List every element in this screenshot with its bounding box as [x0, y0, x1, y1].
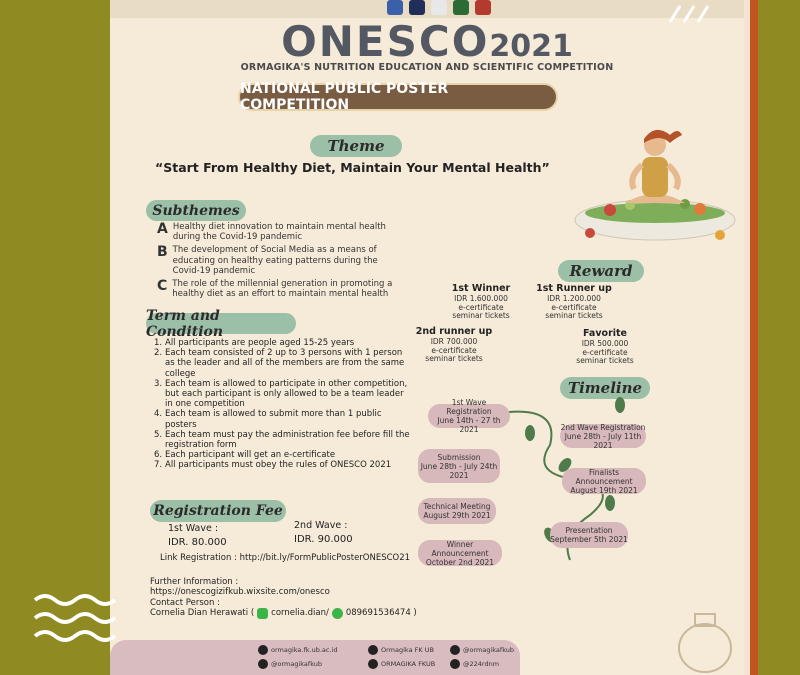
decorative-slashes-icon	[660, 4, 720, 24]
reward-line-1: e-certificate	[458, 302, 504, 312]
footer-instagram-2[interactable]	[450, 659, 499, 669]
timeline-item	[418, 540, 502, 566]
timeline-item-name: Presentation	[565, 526, 613, 535]
logo-5-icon	[475, 0, 491, 15]
term-text: Each team must pay the administration fee before fill the registration form	[165, 429, 410, 450]
timeline-item-name: Submission	[437, 452, 481, 462]
reward-line-1: e-certificate	[582, 347, 628, 357]
timeline-item-date: September 5th 2021	[550, 535, 628, 544]
subthemes-label: Subthemes	[146, 200, 246, 221]
footer-social-bar	[110, 640, 520, 675]
reward-title: Favorite	[583, 328, 627, 339]
term-text: Each team is allowed to submit more than 1 public posters	[165, 409, 382, 430]
instagram-icon	[450, 659, 460, 669]
sponsor-logos	[364, 0, 514, 17]
globe-icon	[258, 645, 268, 655]
title-year: 2021	[489, 29, 573, 64]
contact-name: Cornelia Dian Herawati (	[150, 608, 255, 619]
footer-twitter[interactable]	[258, 659, 322, 669]
side-strip-orange	[750, 0, 758, 675]
poster-subtitle: ORMAGIKA'S NUTRITION EDUCATION AND SCIENTIFIC COMPETITION	[240, 62, 614, 73]
contact-title: Contact Person :	[150, 597, 220, 608]
subtheme-text: The role of the millennial generation in promoting a healthy diet as an effort to maintain mental health	[172, 278, 393, 300]
timeline-label: Timeline	[560, 377, 650, 399]
reward-line-2: seminar tickets	[425, 354, 483, 364]
footer-facebook-text: Ormagika FK UB	[381, 646, 434, 654]
term-num: 3.	[154, 378, 163, 389]
theme-label: Theme	[310, 135, 402, 157]
timeline-item	[428, 398, 510, 434]
fee-wave-2-amount: IDR. 90.000	[294, 534, 353, 545]
term-item	[154, 450, 412, 460]
timeline-item	[418, 498, 496, 524]
reward-line-2: seminar tickets	[576, 356, 634, 366]
subtheme-item	[157, 222, 397, 242]
timeline-item-name: Winner Announcement	[431, 539, 489, 558]
subtheme-letter: B	[157, 244, 168, 261]
reward-line-1: e-certificate	[551, 302, 597, 312]
term-text: Each team is allowed to participate in other competition, but each participant is only allowed to be a team leader in one competition	[165, 378, 408, 410]
subtheme-letter: A	[157, 221, 168, 237]
reward-label: Reward	[558, 260, 644, 282]
logo-4-icon	[453, 0, 469, 15]
term-item	[154, 409, 412, 429]
footer-website[interactable]	[258, 645, 337, 655]
competition-banner: NATIONAL PUBLIC POSTER COMPETITION	[238, 83, 558, 111]
timeline-item-date: August 19th 2021	[570, 485, 638, 495]
term-num: 1.	[154, 338, 163, 348]
fee-wave-1	[168, 523, 227, 548]
reward-1st-winner	[435, 284, 527, 321]
contact-line	[150, 608, 417, 619]
subtheme-text: Healthy diet innovation to maintain mental health during the Covid-19 pandemic	[172, 222, 386, 243]
subtheme-item	[157, 279, 397, 299]
logo-1-icon	[387, 0, 403, 15]
fee-wave-1-amount: IDR. 80.000	[168, 537, 227, 548]
timeline-item-date: June 14th - 27 th 2021	[437, 416, 501, 434]
reward-amount: IDR 1.600.000	[454, 293, 508, 303]
footer-facebook-2-text: ORMAGIKA FKUB	[381, 660, 436, 668]
term-item	[154, 338, 412, 348]
reward-amount: IDR 500.000	[581, 338, 629, 348]
timeline-item-name: Technical Meeting	[423, 502, 491, 511]
poster	[110, 0, 744, 675]
title-main: ONESCO	[281, 17, 490, 66]
facebook-icon	[368, 645, 378, 655]
contact-phone: 089691536474 )	[345, 608, 417, 619]
timeline-item-name: Finalists Announcement	[575, 467, 633, 486]
reward-amount: IDR 1.200.000	[547, 293, 601, 303]
term-num: 2.	[154, 348, 163, 359]
logo-3-icon	[431, 0, 447, 15]
reward-amount: IDR 700.000	[430, 336, 478, 346]
theme-text: “Start From Healthy Diet, Maintain Your Mental Health”	[155, 160, 550, 175]
logo-2-icon	[409, 0, 425, 15]
reward-line-2: seminar tickets	[452, 311, 510, 321]
reward-title: 1st Winner	[451, 283, 511, 294]
term-text: All participants must obey the rules of ONESCO 2021	[165, 460, 392, 471]
subtheme-text: The development of Social Media as a means of educating on healthy eating patterns during the Covid-19 pandemic	[172, 245, 378, 276]
decorative-pot-icon	[670, 600, 740, 675]
footer-facebook[interactable]	[368, 645, 434, 655]
timeline-item-date: October 2nd 2021	[425, 557, 495, 567]
contact-line-id: cornelia.dian/	[271, 608, 329, 619]
term-num: 4.	[154, 409, 163, 420]
footer-website-text: ormagika.fk.ub.ac.id	[271, 646, 338, 654]
whatsapp-icon	[332, 608, 343, 619]
timeline-item-name: 2nd Wave Registration	[560, 422, 646, 432]
reward-title: 2nd runner up	[415, 326, 493, 337]
meditating-woman-illustration	[570, 105, 740, 255]
twitter-icon	[258, 659, 268, 669]
timeline-item-date: June 28th - July 24th 2021	[420, 461, 498, 480]
timeline-item-date: August 29th 2021	[423, 511, 491, 520]
reward-favorite	[560, 329, 650, 366]
further-information	[150, 577, 417, 619]
terms-list	[154, 338, 412, 470]
reward-line-2: seminar tickets	[545, 311, 603, 321]
timeline-item-date: June 28th - July 11th 2021	[564, 431, 642, 450]
subthemes-list	[157, 222, 397, 302]
term-num: 7.	[154, 460, 163, 471]
fee-wave-1-name: 1st Wave :	[168, 523, 219, 534]
poster-title	[110, 17, 744, 66]
term-item	[154, 348, 412, 379]
further-url[interactable]: https://onescogizifkub.wixsite.com/onesco	[150, 587, 330, 598]
terms-label: Term and Condition	[146, 313, 296, 334]
term-item	[154, 379, 412, 410]
reward-line-1: e-certificate	[431, 345, 477, 355]
decorative-waves-icon	[30, 590, 120, 650]
term-text: Each participant will get an e-certificate	[165, 450, 336, 461]
registration-link[interactable]: Link Registration : http://bit.ly/FormPublicPosterONESCO21	[160, 553, 411, 563]
timeline-item	[560, 424, 646, 448]
reward-1st-runner-up	[528, 284, 620, 321]
timeline-item	[418, 449, 500, 483]
reward-title: 1st Runner up	[536, 283, 612, 294]
fee-label: Registration Fee	[150, 500, 286, 522]
subtheme-item	[157, 245, 397, 276]
further-title: Further Information :	[150, 577, 239, 587]
fee-wave-2-name: 2nd Wave :	[294, 520, 348, 531]
fee-wave-2	[294, 520, 353, 545]
footer-instagram-text: @ormagikafkub	[463, 646, 515, 654]
term-item	[154, 430, 412, 450]
line-app-icon	[257, 608, 268, 619]
reward-2nd-runner-up	[406, 327, 502, 364]
facebook-icon	[368, 659, 378, 669]
footer-instagram-2-text: @224rdnm	[463, 660, 500, 668]
term-text: All participants are people aged 15-25 years	[165, 338, 355, 348]
term-num: 6.	[154, 450, 163, 461]
timeline-item	[550, 522, 628, 548]
term-item	[154, 460, 412, 470]
footer-instagram[interactable]	[450, 645, 514, 655]
timeline-item	[562, 468, 646, 494]
footer-twitter-text: @ormagikafkub	[271, 660, 323, 668]
footer-facebook-2[interactable]	[368, 659, 435, 669]
term-text: Each team consisted of 2 up to 3 persons with 1 person as the leader and all of the members are from the same college	[165, 348, 405, 379]
timeline-item-name: 1st Wave Registration	[446, 398, 492, 416]
term-num: 5.	[154, 429, 163, 440]
instagram-icon	[450, 645, 460, 655]
subtheme-letter: C	[157, 277, 168, 294]
